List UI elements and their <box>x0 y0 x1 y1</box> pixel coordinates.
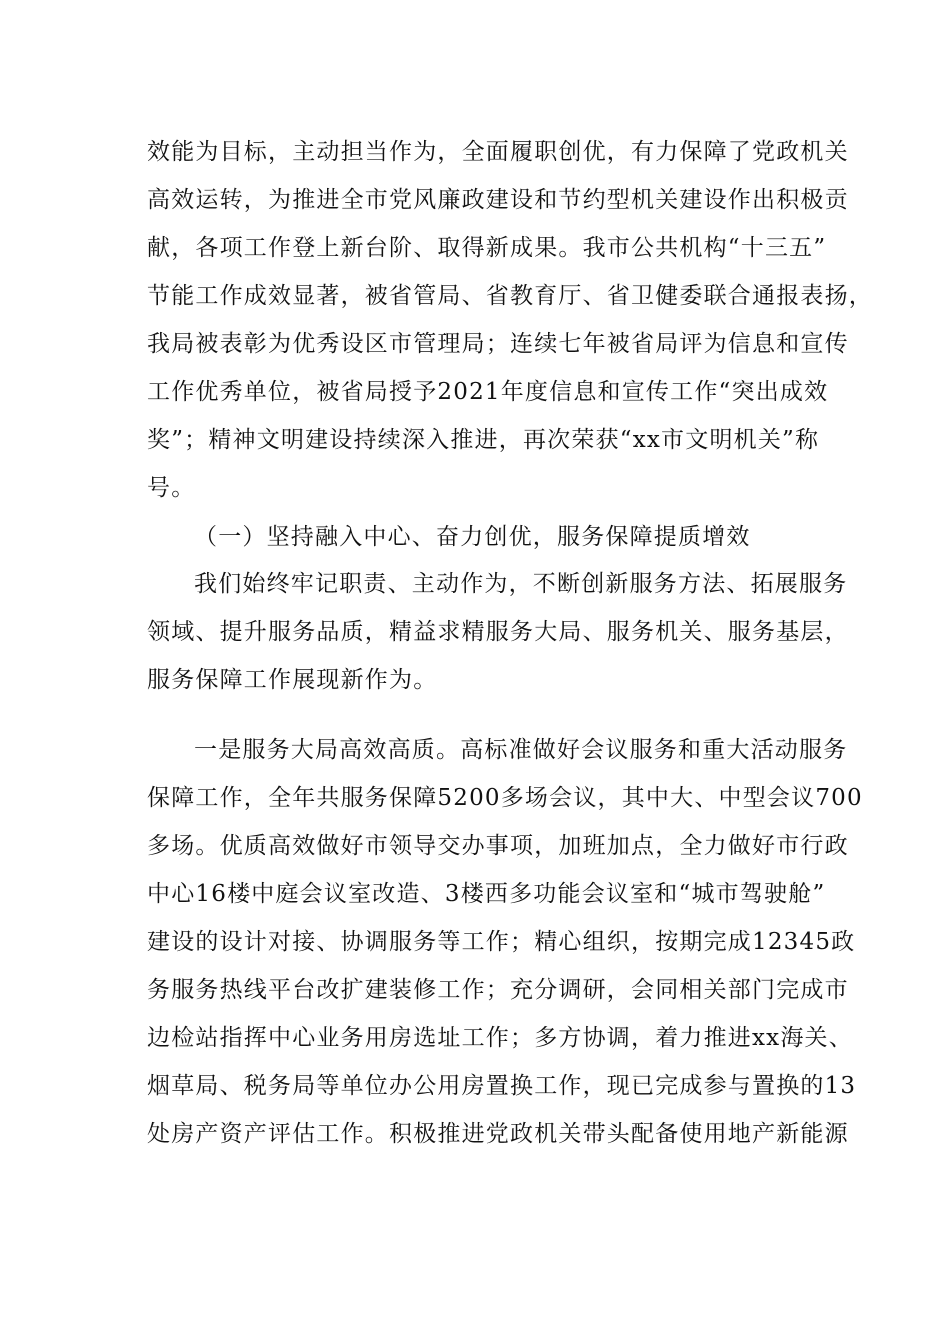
text-line: 号。 <box>147 475 196 501</box>
text-line: 烟草局、税务局等单位办公用房置换工作，现已完成参与置换的13 <box>147 1073 857 1099</box>
text-line: 效能为目标，主动担当作为，全面履职创优，有力保障了党政机关 <box>147 139 849 165</box>
text-line: 节能工作成效显著，被省管局、省教育厅、省卫健委联合通报表扬， <box>147 283 873 309</box>
text-line: 处房产资产评估工作。积极推进党政机关带头配备使用地产新能源 <box>147 1121 849 1147</box>
text-line: 高效运转，为推进全市党风廉政建设和节约型机关建设作出积极贡 <box>147 187 849 213</box>
text-line: 我们始终牢记职责、主动作为，不断创新服务方法、拓展服务 <box>194 571 848 597</box>
text-line: 我局被表彰为优秀设区市管理局；连续七年被省局评为信息和宣传 <box>147 331 849 357</box>
text-line: 务服务热线平台改扩建装修工作；充分调研，会同相关部门完成市 <box>147 977 849 1003</box>
text-line: 建设的设计对接、协调服务等工作；精心组织，按期完成12345政 <box>147 929 856 955</box>
section-heading: （一）坚持融入中心、奋力创优，服务保障提质增效 <box>194 524 751 550</box>
text-line: 中心16楼中庭会议室改造、3楼西多功能会议室和“城市驾驶舱” <box>147 881 826 907</box>
text-line: 奖”；精神文明建设持续深入推进，再次荣获“xx市文明机关”称 <box>147 427 820 453</box>
text-line: 一是服务大局高效高质。高标准做好会议服务和重大活动服务 <box>194 737 848 763</box>
text-line: 多场。优质高效做好市领导交办事项，加班加点，全力做好市行政 <box>147 833 849 859</box>
text-line: 工作优秀单位，被省局授予2021年度信息和宣传工作“突出成效 <box>147 379 829 405</box>
text-line: 献，各项工作登上新台阶、取得新成果。我市公共机构“十三五” <box>147 235 827 261</box>
text-line: 服务保障工作展现新作为。 <box>147 667 438 693</box>
text-line: 边检站指挥中心业务用房选址工作；多方协调，着力推进xx海关、 <box>147 1025 853 1051</box>
text-line: 领域、提升服务品质，精益求精服务大局、服务机关、服务基层， <box>147 619 849 645</box>
text-line: 保障工作，全年共服务保障5200多场会议，其中大、中型会议700 <box>147 785 863 811</box>
